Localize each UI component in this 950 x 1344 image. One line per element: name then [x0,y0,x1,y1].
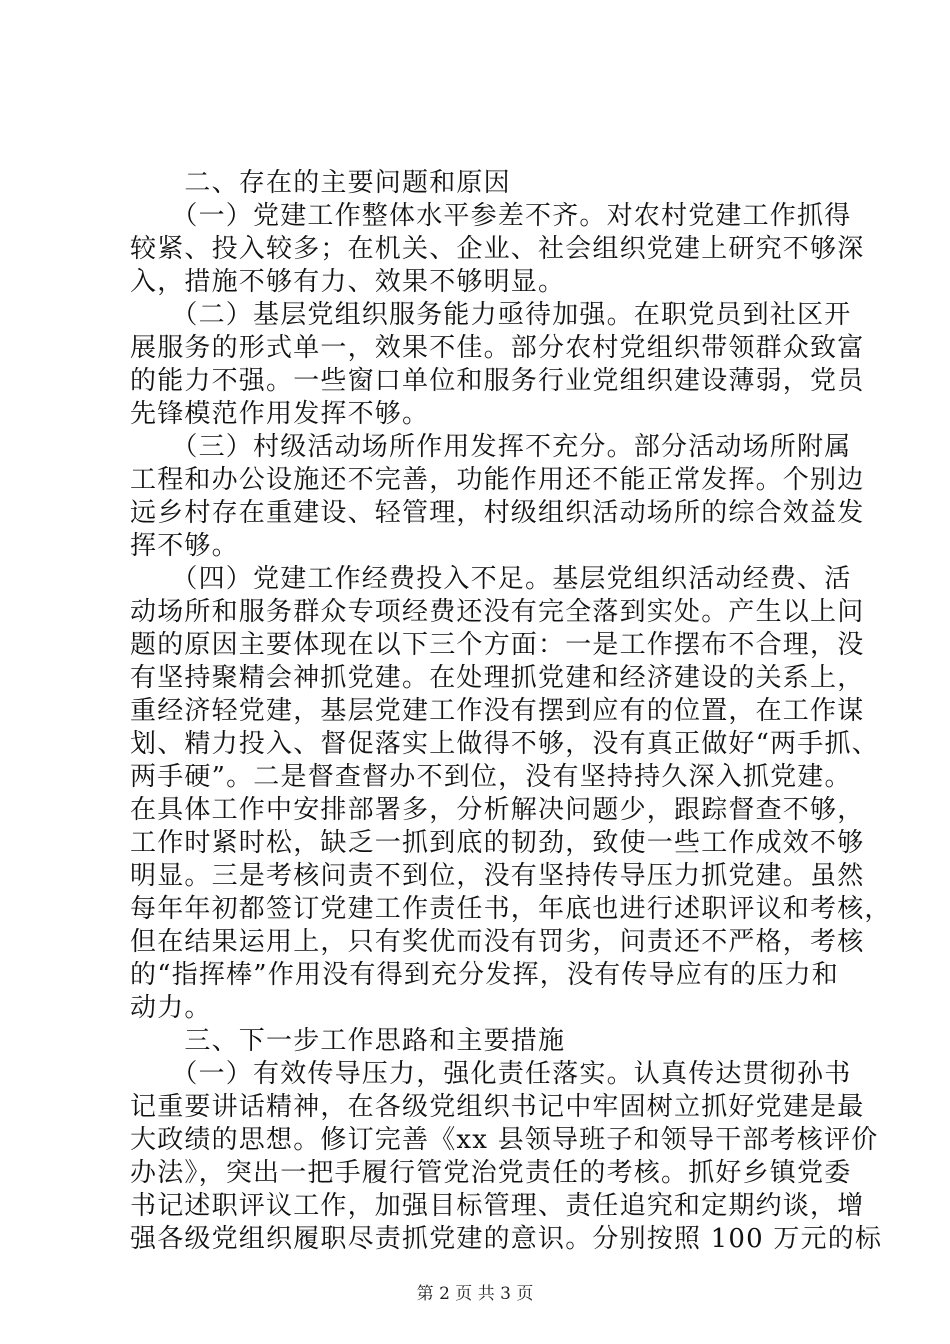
text-line: 题的原因主要体现在以下三个方面：一是工作摆布不合理，没 [130,630,865,660]
text-line: 每年年初都签订党建工作责任书，年底也进行述职评议和考核， [130,894,892,924]
text-line: 工程和办公设施还不完善，功能作用还不能正常发挥。个别边 [130,465,865,495]
text-line: 在具体工作中安排部署多，分析解决问题少，跟踪督查不够， [130,795,865,825]
text-line: 展服务的形式单一，效果不佳。部分农村党组织带领群众致富 [130,333,865,363]
text-line: 办法》，突出一把手履行管党治党责任的考核。抓好乡镇党委 [130,1158,852,1188]
text-line: 但在结果运用上，只有奖优而没有罚劣，问责还不严格，考核 [130,927,865,957]
text-line: 动力。 [130,993,212,1023]
text-line: 划、精力投入、督促落实上做得不够，没有真正做好“两手抓、 [130,729,879,759]
text-line: 有坚持聚精会神抓党建。在处理抓党建和经济建设的关系上， [130,663,865,693]
text-line: 强各级党组织履职尽责抓党建的意识。分别按照 100 万元的标 [130,1224,883,1254]
text-line: 动场所和服务群众专项经费还没有完全落到实处。产生以上问 [130,597,865,627]
text-line: 较紧、投入较多；在机关、企业、社会组织党建上研究不够深 [130,234,865,264]
text-line: 大政绩的思想。修订完善《xx 县领导班子和领导干部考核评价 [130,1125,879,1155]
text-line: 两手硬”。二是督查督办不到位，没有坚持持久深入抓党建。 [130,762,852,792]
text-line: 明显。三是考核问责不到位，没有坚持传导压力抓党建。虽然 [130,861,865,891]
text-line: 记重要讲话精神，在各级党组织书记中牢固树立抓好党建是最 [130,1092,865,1122]
text-line: 二、存在的主要问题和原因 [130,168,511,198]
text-line: 先锋模范作用发挥不够。 [130,399,430,429]
text-line: 挥不够。 [130,531,239,561]
text-line: 的“指挥棒”作用没有得到充分发挥，没有传导应有的压力和 [130,960,839,990]
text-line: （四）党建工作经费投入不足。基层党组织活动经费、活 [130,564,852,594]
text-line: 工作时紧时松，缺乏一抓到底的韧劲，致使一些工作成效不够 [130,828,865,858]
text-line: 远乡村存在重建设、轻管理，村级组织活动场所的综合效益发 [130,498,865,528]
text-line: 重经济轻党建，基层党建工作没有摆到应有的位置，在工作谋 [130,696,865,726]
text-line: （三）村级活动场所作用发挥不充分。部分活动场所附属 [130,432,852,462]
text-line: 三、下一步工作思路和主要措施 [130,1026,566,1056]
text-line: （一）党建工作整体水平参差不齐。对农村党建工作抓得 [130,201,852,231]
document-body [130,167,892,1256]
text-line: 入，措施不够有力、效果不够明显。 [130,267,566,297]
text-line: 书记述职评议工作，加强目标管理、责任追究和定期约谈，增 [130,1191,865,1221]
text-line: （二）基层党组织服务能力亟待加强。在职党员到社区开 [130,300,852,330]
text-line: 的能力不强。一些窗口单位和服务行业党组织建设薄弱，党员 [130,366,865,396]
page-number-footer: 第 2 页 共 3 页 [416,1284,534,1304]
text-line: （一）有效传导压力，强化责任落实。认真传达贯彻孙书 [130,1059,852,1089]
